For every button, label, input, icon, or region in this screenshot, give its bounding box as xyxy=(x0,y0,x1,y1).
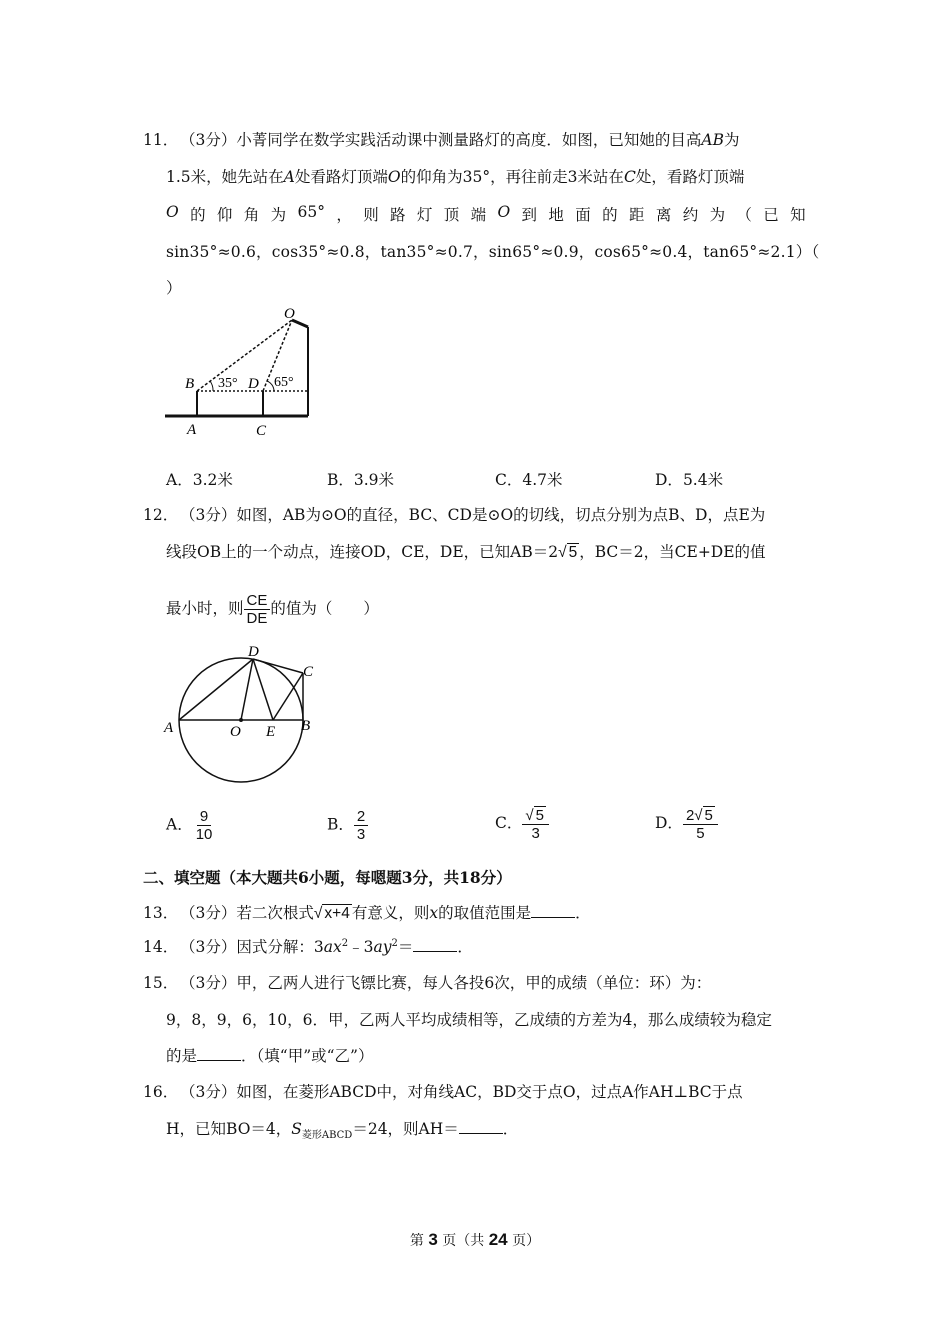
q11-option-d: D．5.4米 xyxy=(655,471,724,489)
q11-figure xyxy=(160,300,320,440)
q11-line2: 1.5米，她先站在A处看路灯顶端O的仰角为35°，再往前走3米站在C处，看路灯顶端 xyxy=(166,168,745,186)
q11-line4: sin35°≈0.6，cos35°≈0.8，tan35°≈0.7，sin65°≈0.9，cos65°≈0.4，tan65°≈2.1）（ xyxy=(166,243,820,261)
label-a: A xyxy=(164,720,174,736)
q13-number: 13． xyxy=(143,904,179,922)
center-point xyxy=(239,718,243,722)
label-o: O xyxy=(284,306,295,322)
q13-blank xyxy=(531,903,575,918)
page-footer: 第 3 页（共 24 页） xyxy=(409,1230,541,1249)
q15-line3: 的是 ．（填“甲”或“乙”） xyxy=(166,1047,374,1065)
label-b: B xyxy=(185,376,195,392)
q11-option-a: A．3.2米 xyxy=(166,471,233,489)
angle-label-65: 65° xyxy=(274,375,294,390)
section-2-heading: 二、填空题（本大题共6小题，每嗯题3分，共18分） xyxy=(143,868,512,887)
ce-de-fraction: $\frac{CE}{DE}$ xyxy=(244,592,271,627)
q15-number: 15． xyxy=(143,974,179,992)
q12-line1: （3分）如图，AB为⊙O的直径，BC、CD是⊙O的切线，切点分别为点B、D，点E为 xyxy=(180,506,766,524)
q12-number: 12． xyxy=(143,506,179,524)
q13-text: （3分）若二次根式√ x+4 有意义，则x的取值范围是 ． xyxy=(180,904,591,922)
q11-line5: ） xyxy=(166,279,182,297)
q12-option-b: B． $\frac{2}{3}$ xyxy=(327,808,368,843)
q12-option-c: C． $\frac{√ 5}{3}$ xyxy=(495,806,549,842)
q11-line1: （3分）小菁同学在数学实践活动课中测量路灯的高度．如图，已知她的目高AB为 xyxy=(180,131,740,149)
label-a: A xyxy=(187,422,197,438)
q12-option-a: A． $\frac{9}{10}$ xyxy=(166,808,213,843)
segment-de xyxy=(253,659,273,720)
q16-blank xyxy=(459,1119,503,1134)
angle-label-35: 35° xyxy=(218,376,238,391)
label-c: C xyxy=(303,664,314,680)
q15-line1: （3分）甲，乙两人进行飞镖比赛，每人各投6次，甲的成绩（单位：环）为： xyxy=(180,974,712,992)
angle-arc-65 xyxy=(267,381,274,391)
label-o: O xyxy=(230,724,241,740)
q11-option-c: C．4.7米 xyxy=(495,471,563,489)
label-e: E xyxy=(266,724,276,740)
label-b: B xyxy=(301,718,311,734)
q11-option-b: B．3.9米 xyxy=(327,471,395,489)
q12-option-d: D． $\frac{2√ 5}{5}$ xyxy=(655,806,718,842)
segment-ad xyxy=(179,659,253,720)
label-d: D xyxy=(248,376,259,392)
label-c: C xyxy=(256,423,267,439)
q16-number: 16． xyxy=(143,1083,179,1101)
label-d: D xyxy=(248,644,259,660)
q14-number: 14． xyxy=(143,938,179,956)
q16-line2: H，已知BO＝4，$S_{菱形ABCD}=24$，则AH＝ ． xyxy=(166,1120,519,1142)
q15-line2: 9，8，9，6，10，6．甲，乙两人平均成绩相等，乙成绩的方差为4，那么成绩较为稳定 xyxy=(166,1011,772,1029)
angle-arc-35 xyxy=(210,381,213,391)
q16-line1: （3分）如图，在菱形ABCD中，对角线AC，BD交于点O，过点A作AH⊥BC于点 xyxy=(180,1083,743,1101)
q12-line3: 最小时，则 $\frac{CE}{DE}$ 的值为（ ） xyxy=(166,592,379,627)
q11-number: 11． xyxy=(143,131,179,149)
q14-blank xyxy=(413,937,457,952)
q14-text: （3分）因式分解：$3ax^2﹣3ay^2=$ ． xyxy=(180,937,473,956)
q11-line3: O 的 仰 角 为 65° ， 则 路 灯 顶 端 O 到 地 面 的 距 离 约 为 （ 已 知 xyxy=(166,203,806,224)
q15-blank xyxy=(197,1046,241,1061)
q12-figure xyxy=(160,640,330,785)
q12-line2: 线段OB上的一个动点，连接OD，CE，DE，已知AB＝2√ 5 ，BC＝2，当CE+DE的值 xyxy=(166,543,766,561)
